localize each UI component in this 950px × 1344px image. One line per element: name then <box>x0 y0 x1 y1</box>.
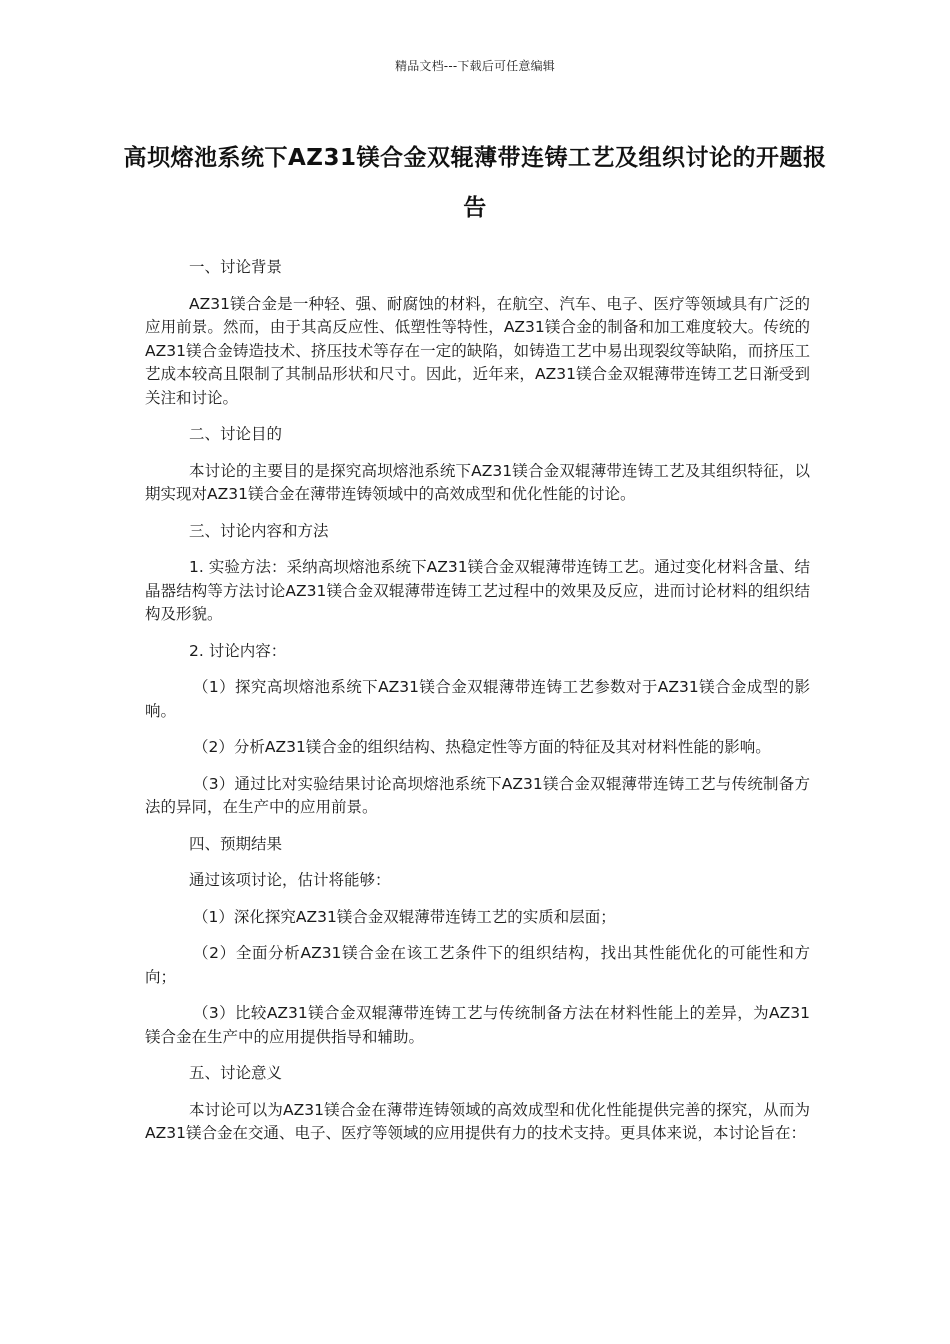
section-heading-expected-results: 四、预期结果 <box>189 834 283 853</box>
document-title: 高坝熔池系统下AZ31镁合金双辊薄带连铸工艺及组织讨论的开题报告 <box>123 145 827 221</box>
paragraph-background: AZ31镁合金是一种轻、强、耐腐蚀的材料，在航空、汽车、电子、医疗等领域具有广泛的应用前景。然而，由于其高反应性、低塑性等特性，AZ31镁合金的制备和加工难度较大。传统的AZ31镁合金铸造技术、挤压技术等存在一定的缺陷，如铸造工艺中易出现裂纹等缺陷，而挤压工艺成本较高且限制了其制品形状和尺寸。因此，近年来，AZ31镁合金双辊薄带连铸工艺日渐受到关注和讨论。 <box>145 294 810 407</box>
list-item-result-2: （2）全面分析AZ31镁合金在该工艺条件下的组织结构，找出其性能优化的可能性和方向； <box>145 944 810 986</box>
list-item-content-3: （3）通过比对实验结果讨论高坝熔池系统下AZ31镁合金双辊薄带连铸工艺与传统制备方法的异同，在生产中的应用前景。 <box>145 774 810 816</box>
paragraph-research-content: 2. 讨论内容： <box>189 641 287 660</box>
paragraph-expected-intro: 通过该项讨论，估计将能够： <box>189 871 391 889</box>
document-body <box>145 256 810 1159</box>
list-item-content-1: （1）探究高坝熔池系统下AZ31镁合金双辊薄带连铸工艺参数对于AZ31镁合金成型的影响。 <box>145 678 810 720</box>
paragraph-purpose: 本讨论的主要目的是探究高坝熔池系统下AZ31镁合金双辊薄带连铸工艺及其组织特征，以期实现对AZ31镁合金在薄带连铸领域中的高效成型和优化性能的讨论。 <box>145 461 810 503</box>
list-item-result-3: （3）比较AZ31镁合金双辊薄带连铸工艺与传统制备方法在材料性能上的差异，为AZ31镁合金在生产中的应用提供指导和辅助。 <box>145 1004 810 1046</box>
paragraph-significance: 本讨论可以为AZ31镁合金在薄带连铸领域的高效成型和优化性能提供完善的探究，从而为AZ31镁合金在交通、电子、医疗等领域的应用提供有力的技术支持。更具体来说，本讨论旨在： <box>145 1100 810 1142</box>
paragraph-experiment-method: 1. 实验方法：采纳高坝熔池系统下AZ31镁合金双辊薄带连铸工艺。通过变化材料含量、结晶器结构等方法讨论AZ31镁合金双辊薄带连铸工艺过程中的效果及反应，进而讨论材料的组织结构及形貌。 <box>145 558 810 623</box>
list-item-result-1: （1）深化探究AZ31镁合金双辊薄带连铸工艺的实质和层面； <box>193 907 616 926</box>
list-item-content-2: （2）分析AZ31镁合金的组织结构、热稳定性等方面的特征及其对材料性能的影响。 <box>193 738 771 756</box>
section-heading-significance: 五、讨论意义 <box>189 1064 283 1082</box>
section-heading-content-methods: 三、讨论内容和方法 <box>189 521 329 540</box>
section-heading-background: 一、讨论背景 <box>189 258 283 276</box>
section-heading-purpose: 二、讨论目的 <box>189 425 283 443</box>
header-note: 精品文档---下载后可任意编辑 <box>395 59 555 73</box>
